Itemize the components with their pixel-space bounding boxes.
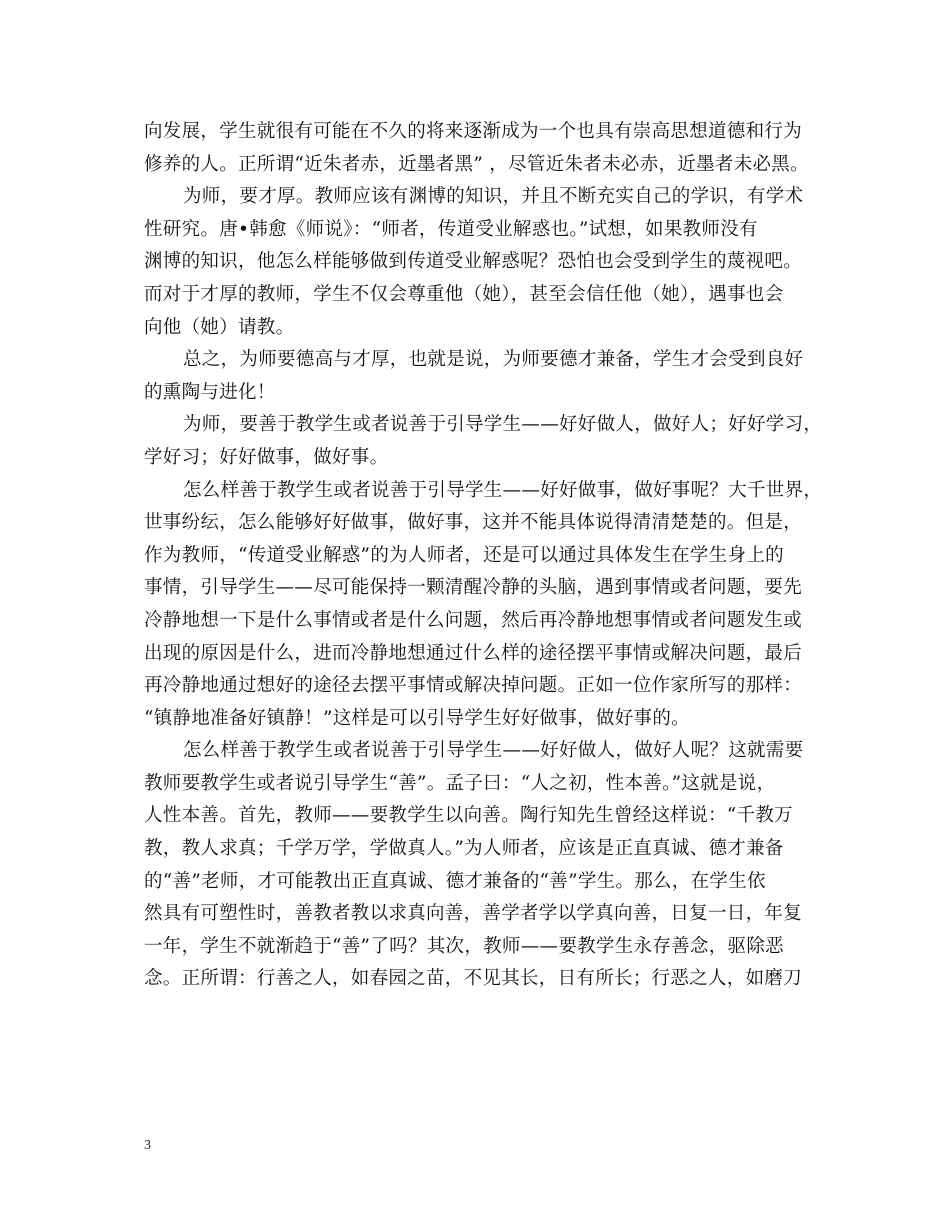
text-line: 学好习；好好做事，做好事。 bbox=[144, 446, 389, 468]
text-line: 向发展，学生就很有可能在不久的将来逐渐成为一个也具有崇高思想道德和行为 bbox=[144, 121, 803, 142]
text-line: 一年，学生不就渐趋于“善”了吗？其次，教师——要教学生永存善念，驱除恶 bbox=[144, 935, 784, 957]
text-line: 怎么样善于教学生或者说善于引导学生——好好做人，做好人呢？这就需要 bbox=[183, 740, 804, 762]
text-line: 世事纷纭，怎么能够好好做事，做好事，这并不能具体说得清清楚楚的。但是， bbox=[144, 512, 803, 534]
text-line: 性研究。唐•韩愈《师说》：“师者，传道受业解惑也。”试想，如果教师没有 bbox=[144, 218, 758, 240]
text-line: 修养的人。正所谓“近朱者赤，近墨者黑” ，尽管近朱者未必赤，近墨者未必黑。 bbox=[144, 153, 809, 175]
text-line: 的“善”老师，才可能教出正直真诚、德才兼备的“善”学生。那么，在学生依 bbox=[144, 870, 766, 892]
text-line: 念。正所谓：行善之人，如春园之苗，不见其长，日有所长；行恶之人，如磨刀 bbox=[144, 968, 803, 990]
text-line: 事情，引导学生——尽可能保持一颗清醒冷静的头脑，遇到事情或者问题，要先 bbox=[144, 577, 803, 599]
text-line: 为师，要善于教学生或者说善于引导学生——好好做人，做好人；好好学习， bbox=[183, 414, 823, 436]
text-line: 为师，要才厚。教师应该有渊博的知识，并且不断充实自己的学识，有学术 bbox=[183, 186, 804, 208]
text-line: 再冷静地通过想好的途径去摆平事情或解决掉问题。正如一位作家所写的那样： bbox=[144, 675, 803, 697]
text-line: 怎么样善于教学生或者说善于引导学生——好好做事，做好事呢？大千世界， bbox=[183, 479, 823, 501]
text-line: 作为教师，“传道受业解惑”的为人师者，还是可以通过具体发生在学生身上的 bbox=[144, 544, 784, 566]
text-line: 教，教人求真；千学万学，学做真人。”为人师者，应该是正直真诚、德才兼备 bbox=[144, 838, 784, 860]
text-line: “镇静地准备好镇静！”这样是可以引导学生好好做事，做好事的。 bbox=[144, 707, 690, 729]
text-line: 人性本善。首先，教师——要教学生以向善。陶行知先生曾经这样说：“千教万 bbox=[144, 805, 793, 827]
text-line: 向他（她）请教。 bbox=[144, 316, 295, 338]
text-line: 总之，为师要德高与才厚，也就是说，为师要德才兼备，学生才会受到良好 bbox=[183, 349, 804, 371]
text-line: 的熏陶与进化！ bbox=[144, 381, 276, 403]
text-line: 渊博的知识，他怎么样能够做到传道受业解惑呢？恐怕也会受到学生的蔑视吧。 bbox=[144, 251, 803, 273]
text-line: 冷静地想一下是什么事情或者是什么问题，然后再冷静地想事情或者问题发生或 bbox=[144, 609, 803, 631]
text-line: 出现的原因是什么，进而冷静地想通过什么样的途径摆平事情或解决问题，最后 bbox=[144, 642, 803, 664]
text-line: 教师要教学生或者说引导学生“善”。孟子曰：“人之初，性本善。”这就是说， bbox=[144, 772, 776, 794]
text-line: 然具有可塑性时，善教者教以求真向善，善学者学以学真向善，日复一日，年复 bbox=[144, 903, 803, 925]
body-text bbox=[144, 116, 824, 996]
page-number: 3 bbox=[144, 1138, 151, 1153]
text-line: 而对于才厚的教师，学生不仅会尊重他（她），甚至会信任他（她），遇事也会 bbox=[144, 283, 784, 305]
